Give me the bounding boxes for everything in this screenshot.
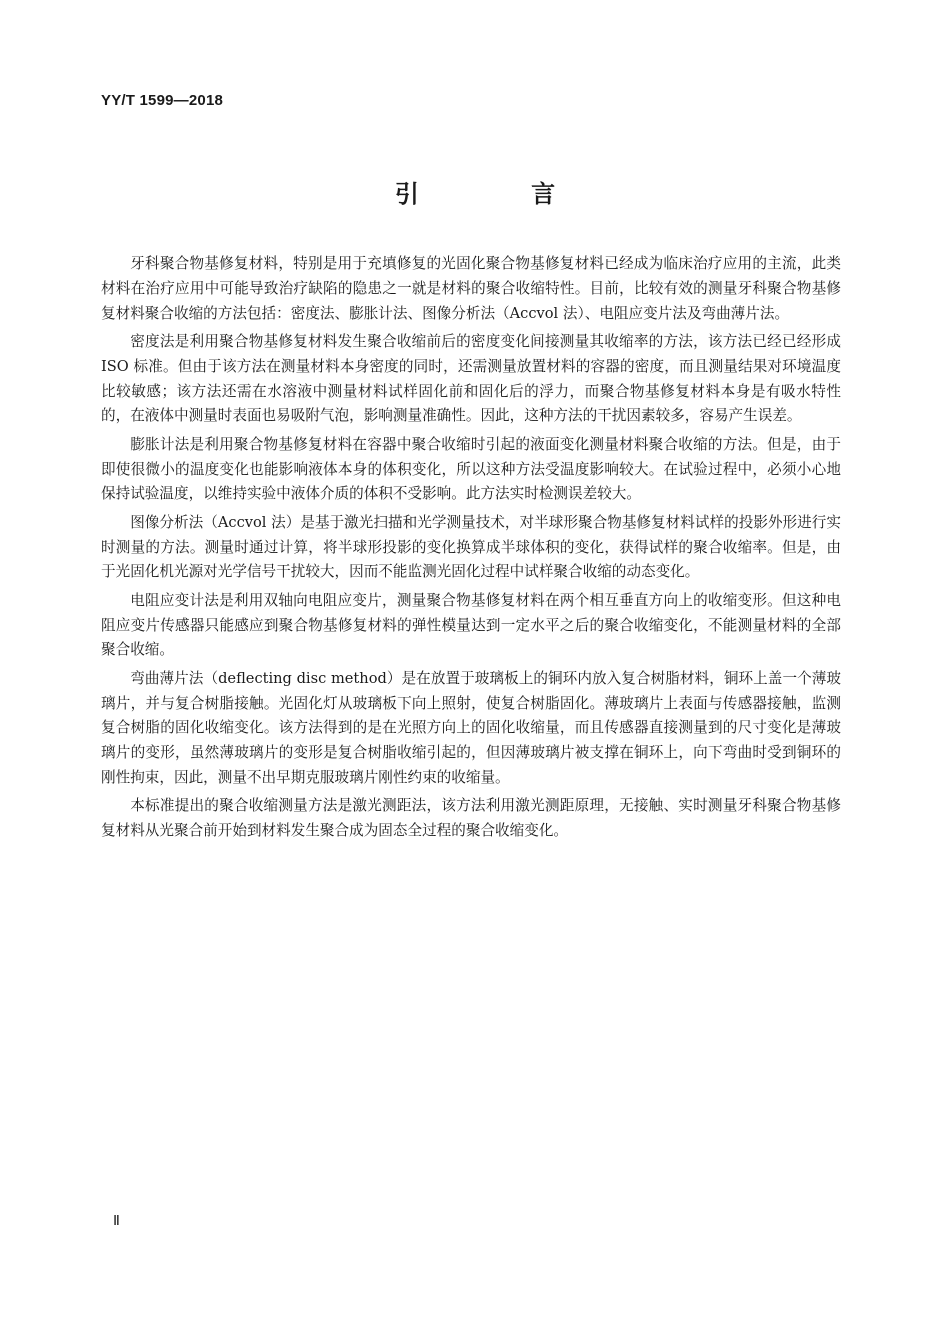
page-title: 引 言	[394, 180, 608, 208]
page-number: Ⅱ	[113, 1214, 120, 1229]
introduction-body	[101, 252, 841, 847]
paragraph-overview: 牙科聚合物基修复材料，特别是用于充填修复的光固化聚合物基修复材料已经成为临床治疗应用的主流，此类材料在治疗应用中可能导致治疗缺陷的隐患之一就是材料的聚合收缩特性。目前，比较有效的测量牙科聚合物基修复材料聚合收缩的方法包括：密度法、膨胀计法、图像分析法（Accvol 法）、电阻应变片法及弯曲薄片法。	[101, 255, 841, 322]
paragraph-strain-gauge-method: 电阻应变计法是利用双轴向电阻应变片，测量聚合物基修复材料在两个相互垂直方向上的收缩变形。但这种电阻应变片传感器只能感应到聚合物基修复材料的弹性模量达到一定水平之后的聚合收缩变化，不能测量材料的全部聚合收缩。	[101, 591, 841, 659]
paragraph-image-analysis-method: 图像分析法（Accvol 法）是基于激光扫描和光学测量技术，对半球形聚合物基修复材料试样的投影外形进行实时测量的方法。测量时通过计算，将半球形投影的变化换算成半球体积的变化，获得试样的聚合收缩率。但是，由于光固化机光源对光学信号干扰较大，因而不能监测光固化过程中试样聚合收缩的动态变化。	[101, 513, 841, 581]
paragraph-deflecting-disc-method: 弯曲薄片法（deflecting disc method）是在放置于玻璃板上的铜环内放入复合树脂材料，铜环上盖一个薄玻璃片，并与复合树脂接触。光固化灯从玻璃板下向上照射，使复合树脂固化。薄玻璃片上表面与传感器接触，监测复合树脂的固化收缩变化。该方法得到的是在光照方向上的固化收缩量，而且传感器直接测量到的尺寸变化是薄玻璃片的变形，虽然薄玻璃片的变形是复合树脂收缩引起的，但因薄玻璃片被支撑在铜环上，向下弯曲时受到铜环的刚性拘束，因此，测量不出早期克服玻璃片刚性约束的收缩量。	[101, 669, 841, 786]
paragraph-density-method: 密度法是利用聚合物基修复材料发生聚合收缩前后的密度变化间接测量其收缩率的方法，该方法已经已经形成 ISO 标准。但由于该方法在测量材料本身密度的同时，还需测量放置材料的容器的密度，而且测量结果对环境温度比较敏感；该方法还需在水溶液中测量材料试样固化前和固化后的浮力，而聚合物基修复材料本身是有吸水特性的，在液体中测量时表面也易吸附气泡，影响测量准确性。因此，这种方法的干扰因素较多，容易产生误差。	[101, 332, 841, 425]
paragraph-laser-ranging-method: 本标准提出的聚合收缩测量方法是激光测距法，该方法利用激光测距原理，无接触、实时测量牙科聚合物基修复材料从光聚合前开始到材料发生聚合成为固态全过程的聚合收缩变化。	[101, 797, 841, 840]
paragraph-dilatometer-method: 膨胀计法是利用聚合物基修复材料在容器中聚合收缩时引起的液面变化测量材料聚合收缩的方法。但是，由于即使很微小的温度变化也能影响液体本身的体积变化，所以这种方法受温度影响较大。在试验过程中，必须小心地保持试验温度，以维持实验中液体介质的体积不受影响。此方法实时检测误差较大。	[101, 435, 841, 503]
standard-code-header: YY/T 1599—2018	[101, 92, 224, 109]
